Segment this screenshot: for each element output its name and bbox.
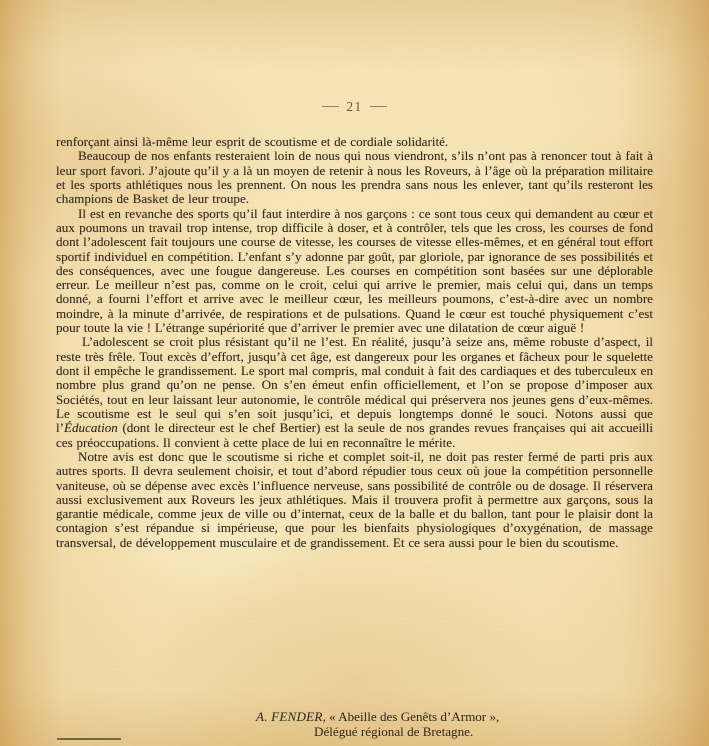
paragraph-continuation: renforçant ainsi là-même leur esprit de scoutisme et de cordiale solidarité.: [56, 134, 449, 149]
text-column: [56, 135, 653, 550]
footnote-separator-rule: [57, 738, 121, 740]
signature-author-name: A. FENDER: [256, 709, 323, 724]
paragraph-il-est-en-revanche: Il est en revanche des sports qu’il faut interdire à nos garçons : ce sont tous ceux qui demandent au cœur et aux poumons un travail trop intense, trop difficile à doser, et à contrôler, tels que les cross, les courses de fond dont l’adolescent fait toujours une course de vitesse, les courses de vitesse elles-mêmes, et en général tout effort sportif individuel en compétition. L’enfant s’y adonne par goût, par gloriole, par ignorance de ses possibilités et des conséquences, avec une fougue dangereuse. Les courses en compétition sont basées sur une déplorable erreur. Le meilleur n’est pas, comme on le croit, celui qui arrive le premier, mais celui qui, dans un temps donné, a fourni l’effort et arrive avec le meilleur cœur, les meilleurs poumons, c’est-à-dire avec un nombre moindre, à la minute d’arrivée, de respirations et de pulsations. Quand le cœur est touché physiquement c’est pour toute la vie ! L’étrange supériorité que d’arriver le premier avec une dilatation de cœur aiguë !: [56, 205, 653, 336]
paragraph-segment-text-b: (dont le directeur est le chef Bertier) est la seule de nos grandes revues françaises qui ait accueilli ces préoccupations. Il convient à cette place de lui en reconnaître le mérite.: [56, 420, 653, 450]
signature-affiliation: , « Abeille des Genêts d’Armor »,: [322, 709, 500, 724]
paragraph-ladolescent: [56, 335, 653, 450]
italic-title-education: Éducation: [64, 420, 118, 436]
signature-block: [56, 709, 653, 739]
paragraph-beaucoup: Beaucoup de nos enfants resteraient loin de nous qui nous viendront, s’ils n’ont pas à renoncer tout à fait à leur sport favori. J’ajoute qu’il y a là un moyen de retenir à nous les Roveurs, à l’âge où la préparation militaire et les sports athlétiques nous les prennent. On nous les prendra sans nous les enlever, tant qu’ils resteront les champions de Basket de leur troupe.: [56, 148, 653, 207]
folio-rule-right: [370, 106, 387, 107]
page-folio-header: [0, 99, 709, 115]
folio-rule-left: [322, 106, 339, 107]
paragraph-notre-avis: Notre avis est donc que le scoutisme si riche et complet soit-il, ne doit pas rester fermé de parti pris aux autres sports. Il devra seulement choisir, et tout d’abord répudier tous ceux où joue la compétition personnelle vaniteuse, où se dépense avec excès l’influence nerveuse, sans possibilité de contrôle ou de dosage. Il réservera aussi exclusivement aux Roveurs les jeux athlétiques. Mais il trouvera profit à permettre aux garçons, sous la garantie médicale, comme jeux de ville ou d’internat, ceux de la balle et du ballon, tant pour le plaisir dont la contagion s’est répandue si impérieuse, que pour les bienfaits physiologiques d’oxygénation, de massage transversal, de développement musculaire et de grandissement. Et ce sera aussi pour le bien du scoutisme.: [56, 448, 653, 550]
paragraph-segment-text-a: L’adolescent se croit plus résistant qu’il ne l’est. En réalité, jusqu’à seize ans, même robuste d’aspect, il reste très frêle. Tout excès d’effort, jusqu’à cet âge, est dangereux pour les organes et fâcheux pour le squelette dont il empêche le grandissement. Le sport mal compris, mal conduit à fait des cardiaques et des tuberculeux en nombre plus grand qu’on ne pense. On s’en émeut enfin officiellement, et l’on se propose d’imposer aux Sociétés, tout en leur laissant leur autonomie, le contrôle médical qui préservera nos jeunes gens d’eux-mêmes. Le scoutisme est le seul qui s’en soit jusqu’ici, et depuis longtemps donné le souci. Notons aussi que l’: [56, 334, 653, 436]
signature-author-line: [56, 709, 653, 724]
signature-role-line: Délégué régional de Bretagne.: [314, 724, 474, 739]
page-number: 21: [346, 99, 363, 114]
